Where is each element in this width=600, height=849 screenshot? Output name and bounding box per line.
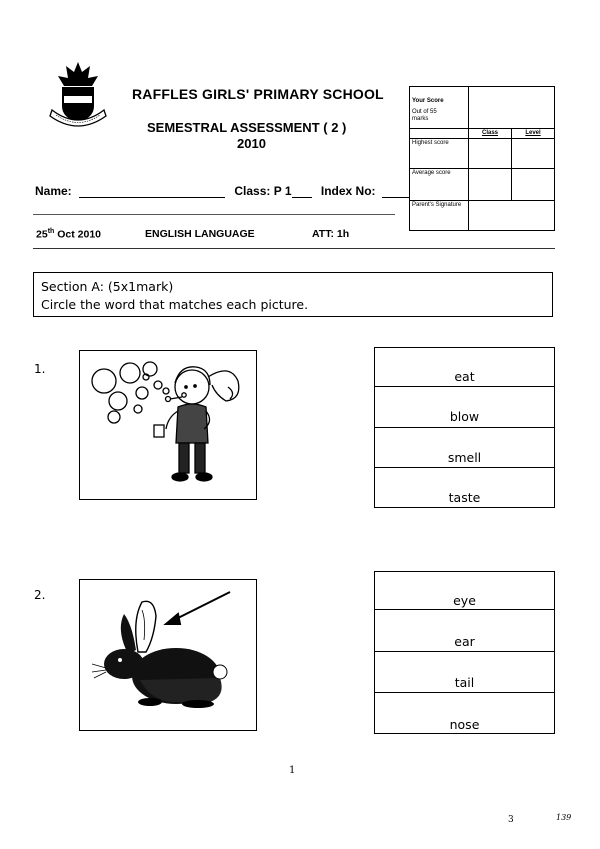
name-field[interactable] <box>79 185 225 198</box>
question-2-number: 2. <box>34 588 46 602</box>
average-score-label: Average score <box>410 169 469 201</box>
question-1-options <box>374 347 555 508</box>
section-title: Section A: (5x1mark) <box>41 279 174 294</box>
name-label: Name: <box>35 184 72 198</box>
school-crest-logo <box>48 60 108 130</box>
your-score-value[interactable] <box>469 87 555 129</box>
option-word[interactable]: tail <box>454 675 475 690</box>
assessment-year: 2010 <box>237 136 266 151</box>
highest-score-label: Highest score <box>410 139 469 169</box>
highest-level-value[interactable] <box>512 139 555 169</box>
option-word[interactable]: eat <box>454 369 475 384</box>
section-instruction: Circle the word that matches each picture. <box>41 297 309 312</box>
option-word[interactable]: blow <box>449 409 480 424</box>
index-label: Index No: <box>320 184 376 198</box>
option-divider <box>375 386 554 387</box>
option-divider <box>375 467 554 468</box>
footer-mark-a: 3 <box>508 815 514 825</box>
option-word[interactable]: ear <box>454 634 475 649</box>
class-column-header: Class <box>469 129 512 139</box>
header-divider <box>33 214 395 215</box>
option-word[interactable]: nose <box>449 717 480 732</box>
option-word[interactable]: taste <box>448 490 481 505</box>
question-1-number: 1. <box>34 362 46 376</box>
your-score-cell: Your Score Out of 55 marks <box>410 87 469 129</box>
option-divider <box>375 651 554 652</box>
index-field[interactable] <box>382 185 409 198</box>
class-label: Class: P 1 <box>234 184 292 198</box>
parent-signature-field[interactable] <box>469 201 555 231</box>
question-1-picture <box>79 350 257 500</box>
page-number: 1 <box>289 765 296 776</box>
school-name: RAFFLES GIRLS' PRIMARY SCHOOL <box>132 86 384 102</box>
average-class-value[interactable] <box>469 169 512 201</box>
header-bottom-divider <box>33 248 555 249</box>
section-a-instructions <box>33 272 553 317</box>
girl-blowing-bubbles-illustration <box>80 351 256 499</box>
question-2-picture <box>79 579 257 731</box>
option-word[interactable]: eye <box>453 593 476 608</box>
option-divider <box>375 692 554 693</box>
class-field[interactable] <box>292 185 312 198</box>
parent-signature-label: Parent's Signature <box>410 201 469 231</box>
student-details-row <box>35 184 409 198</box>
option-word[interactable]: smell <box>447 450 482 465</box>
average-level-value[interactable] <box>512 169 555 201</box>
score-table <box>409 86 555 231</box>
option-divider <box>375 427 554 428</box>
exam-duration: ATT: 1h <box>312 228 350 240</box>
level-column-header: Level <box>512 129 555 139</box>
option-divider <box>375 609 554 610</box>
assessment-title: SEMESTRAL ASSESSMENT ( 2 ) <box>147 120 347 135</box>
rabbit-ear-arrow-illustration <box>80 580 256 730</box>
question-2-options <box>374 571 555 734</box>
exam-subject: ENGLISH LANGUAGE <box>145 228 255 240</box>
exam-date: 25th Oct 2010 <box>36 228 101 241</box>
highest-class-value[interactable] <box>469 139 512 169</box>
footer-mark-b: 139 <box>556 813 572 822</box>
